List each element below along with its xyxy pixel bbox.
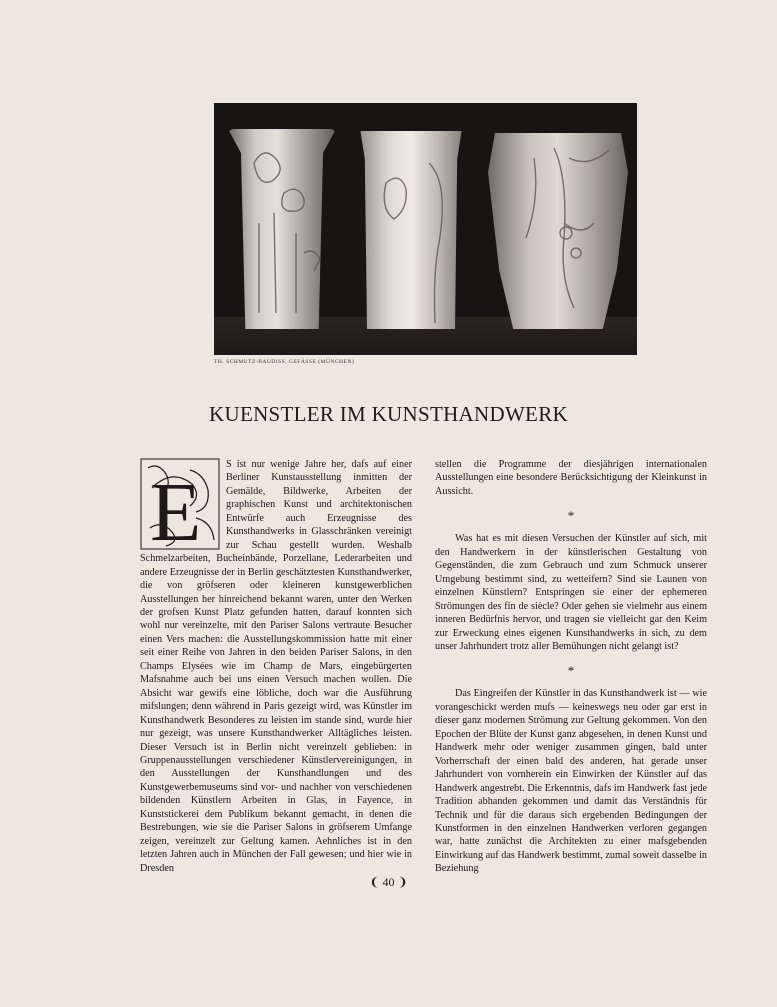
article-title: KUENSTLER IM KUNSTHANDWERK: [209, 402, 568, 426]
separator-star-1: *: [567, 508, 575, 524]
right-paragraph-3: Das Eingreifen der Künstler in das Kunsthandwerk ist — wie vorangeschickt werden mufs — keineswegs neu oder gar erst in dieser ganz modernen Strömung zur Geltung gekommen. Von den Epochen der Blüte der Kunst ganz abgesehen, in denen Kunst und Handwerk mehr oder weniger zusammen gingen, bald unter Vorherrschaft der einen bald des anderen, hat gerade unser Jahrhundert von vornherein ein Einwirken der Künstler auf das Handwerk angestrebt. Die Erkenntnis, dafs im Handwerk fast jede Tradition abhanden gekommen und damit das Verständnis für Technik und für die daraus sich ergebenden Bedingungen der Kunstformen in den einzelnen Handwerken verloren gegangen war, hatte zunächst die Architekten zu einer mafsgebenden Einwirkung auf das Handwerk bestimmt, zumal soweit dasselbe in Beziehung: [435, 688, 707, 875]
dropcap-ornament: [140, 458, 220, 550]
vase-ornaments: [214, 103, 637, 355]
photo-caption: TH. SCHMUTZ-BAUDISS, GEFÄSSE (MÜNCHEN): [214, 359, 355, 365]
dropcap-letter: E: [150, 466, 202, 550]
left-paragraph-1: S ist nur wenige Jahre her, dafs auf einer Berliner Kunstausstellung inmitten der Gemälde, Bildwerke, Arbeiten der graphischen Kunst und architektonischen Entwürfe auch Erzeugnisse des Kunsthandwerks in Glasschränken vereinigt zur Schau gestellt wurden. Weshalb Schmelzarbeiten, Bucheinbände, Porzellane, Lederarbeiten und andere Erzeugnisse der in Berlin geschätztesten Kunsthandwerker, die von gröfseren oder kleineren kunstgewerblichen Ausstellungen her hinreichend bekannt waren, unter den Werken der grofsen Kunst Platz gefunden hatten, darauf konnten sich wohl nur vereinzelte, mit den Pariser Salons vertraute Besucher einen Vers machen: die Ausstellungskommission hatte mit einer seit einer Reihe von Jahren in den beiden Pariser Salons, in den Champs Elysées wie im Champ de Mars, eingebürgerten Mafsnahme auch bei uns einen Versuch machen wollen. Die Absicht war gewifs eine löbliche, doch war die Ausführung mifslungen; denn während in Paris gezeigt wird, was Künstler im Kunsthandwerk Besonderes zu leisten im stande sind, wurde hier nur gezeigt, was unsere Kunsthandwerker Alltägliches leisten. Dieser Versuch ist in Berlin nicht vereinzelt geblieben: in Gruppenausstellungen verschiedener Künstlervereinigungen, in den Ausstellungen der Kunsthandlungen und des Kunstgewerbemuseums sind vor- und nachher von verschiedenen bildenden Künstlern Arbeiten in Glas, in Fayence, in Kunststickerei dem Publikum bekannt gemacht, in denen die Bestrebungen, wie sie die Pariser Salons in gröfserem Umfange zeigen, vereinzelt zur Geltung kamen. Aehnliches ist in den letzten Jahren auch in München der Fall gewesen; und hier wie in Dresden: [140, 459, 412, 874]
separator-star-2: *: [567, 663, 575, 679]
page-number: ❨ 40 ❩: [369, 875, 408, 889]
right-paragraph-2: Was hat es mit diesen Versuchen der Künstler auf sich, mit den Handwerkern in der künstlerischen Gestaltung von Gegenständen, die zum Gebrauch und zum Schmuck unserer Umgebung bestimmt sind, zu wetteifern? Sind sie Launen von einzelnen Künstlern? Entspringen sie einer der ephemeren Strömungen des fin de siècle? Oder gehen sie vielmehr aus einem inneren Bedürfnis hervor, und tragen sie vielleicht gar den Keim zur Erweckung eines eigenen Kunsthandwerks in sich, zu dem unser Jahrhundert trotz aller Bemühungen nicht gelangt ist?: [435, 533, 707, 652]
right-paragraph-1: stellen die Programme der diesjährigen internationalen Ausstellungen eine besondere Berücksichtigung der Kleinkunst in Aussicht.: [435, 459, 707, 497]
vases-photograph: [214, 103, 637, 355]
right-column: [435, 458, 707, 876]
left-column: [140, 458, 412, 875]
